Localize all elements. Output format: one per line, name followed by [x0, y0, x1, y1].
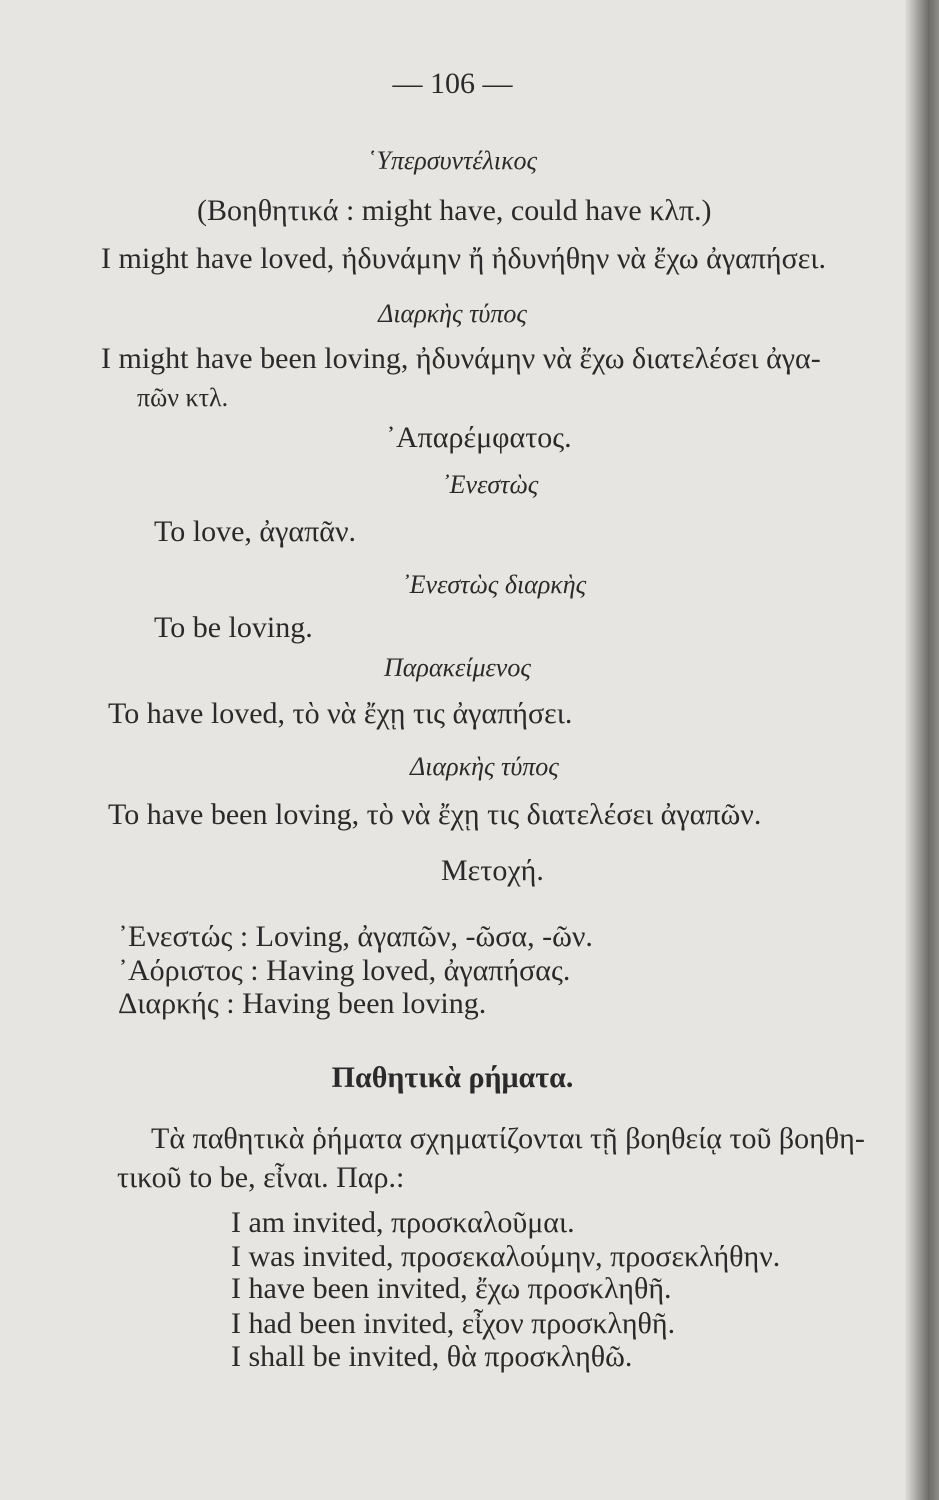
heading-continuous-form: Διαρκὴς τύπος: [410, 752, 559, 781]
example-line: I had been invited, εἶχον προσκληθῆ.: [231, 1307, 676, 1340]
example-line: I was invited, προσεκαλούμην, προσεκλήθην.: [231, 1240, 781, 1273]
auxiliary-note: (Βοηθητικά : might have, could have κλπ.): [197, 194, 712, 227]
page-number: — 106 —: [392, 67, 513, 100]
heading-participle: Μετοχή.: [441, 854, 544, 887]
text-line: To be loving.: [154, 611, 313, 644]
section-heading-passive-verbs: Παθητικὰ ρήματα.: [331, 1061, 574, 1094]
text-line: τικοῦ to be, εἶναι. Παρ.:: [117, 1161, 405, 1194]
heading-present-continuous: ᾽Ενεστὼς διαρκὴς: [401, 570, 587, 599]
text-line: ᾽Αόριστος : Having loved, ἀγαπήσας.: [118, 954, 571, 987]
page-edge-shadow: [905, 0, 939, 1500]
text-line: ᾽Ενεστώς : Loving, ἀγαπῶν, -ῶσα, -ῶν.: [118, 920, 593, 953]
heading-perfect: Παρακείμενος: [384, 653, 531, 682]
text-line: To have loved, τὸ νὰ ἔχῃ τις ἀγαπήσει.: [108, 697, 573, 730]
example-line: I have been invited, ἔχω προσκληθῆ.: [231, 1272, 672, 1305]
example-line: I am invited, προσκαλοῦμαι.: [231, 1206, 575, 1239]
text-line: To love, ἀγαπᾶν.: [154, 515, 357, 548]
heading-present: ᾽Ενεστὼς: [441, 470, 539, 499]
heading-continuous-form: Διαρκὴς τύπος: [378, 299, 527, 328]
text-line: πῶν κτλ.: [137, 383, 229, 412]
text-line: I might have loved, ἠδυνάμην ἤ ἠδυνήθην νὰ ἔχω ἀγαπήσει.: [101, 242, 826, 275]
text-line: To have been loving, τὸ νὰ ἔχῃ τις διατελέσει ἀγαπῶν.: [108, 798, 762, 831]
text-line: I might have been loving, ἠδυνάμην νὰ ἔχω διατελέσει ἀγα-: [101, 342, 821, 375]
text-line: Τὰ παθητικὰ ῥήματα σχηματίζονται τῇ βοηθείᾳ τοῦ βοηθη-: [151, 1122, 865, 1155]
heading-pluperfect: ῾Υπερσυντέλικος: [367, 146, 538, 175]
heading-infinitive: ᾽Απαρέμφατος.: [386, 421, 572, 454]
text-line: Διαρκής : Having been loving.: [118, 987, 487, 1020]
example-line: I shall be invited, θὰ προσκληθῶ.: [231, 1340, 633, 1373]
